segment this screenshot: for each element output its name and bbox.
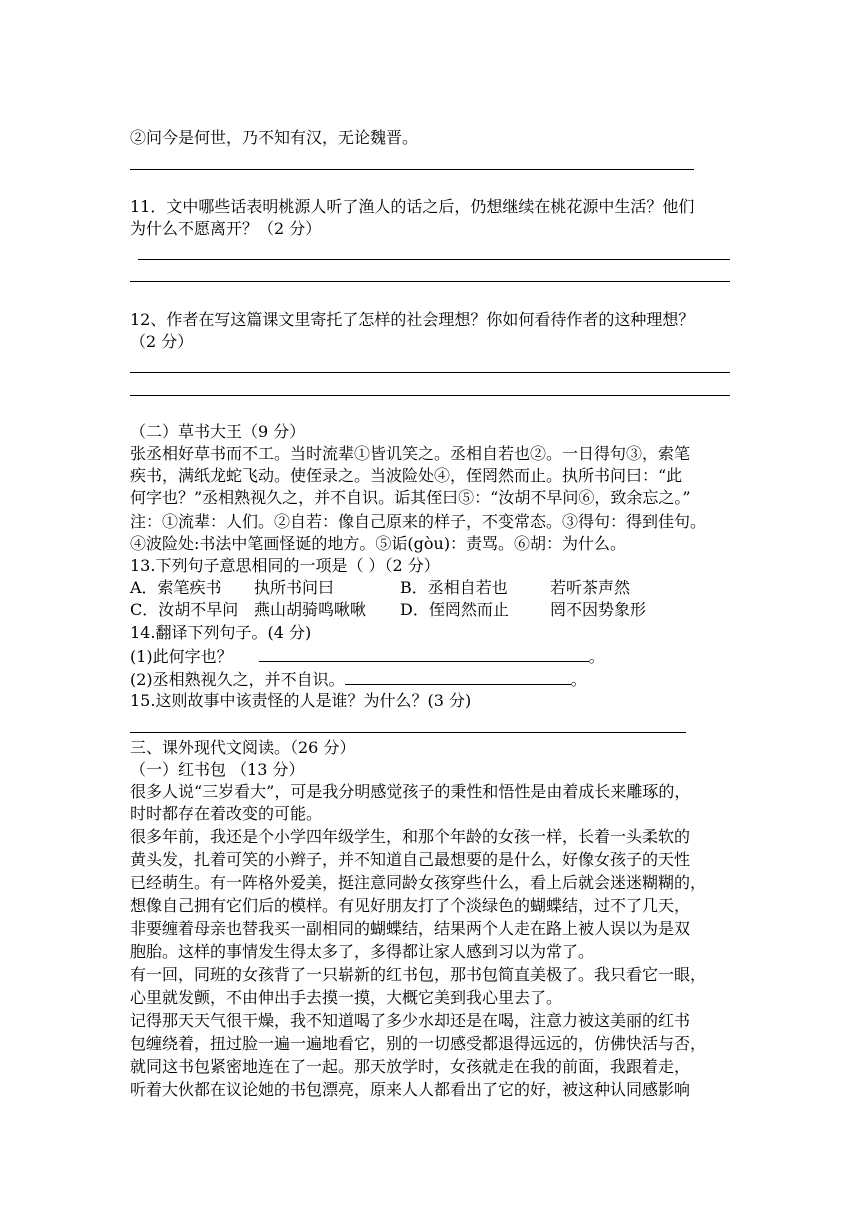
paragraph-line: 就同这书包紧密地连在了一起。那天放学时，女孩就走在我的前面，我跟着走， [130, 1057, 691, 1076]
q13-options-row-2 [130, 599, 646, 621]
q12-line-1: 12、作者在写这篇课文里寄托了怎样的社会理想？你如何看待作者的这种理想？ [130, 310, 695, 329]
q13-options-row-1 [130, 577, 630, 599]
option-c-pair: 燕山胡骑鸣啾啾 [254, 600, 367, 619]
section-3-title: 三、课外现代文阅读。（26 分） [130, 738, 356, 757]
notes-line: ④波险处:书法中笔画怪诞的地方。⑤诟(gòu)：责骂。⑥胡：为什么。 [130, 534, 627, 553]
option-d-pair: 罔不因势象形 [550, 600, 647, 619]
answer-blank[interactable] [345, 668, 571, 685]
paragraph-line: 很多人说“三岁看大”，可是我分明感觉孩子的秉性和悟性是由着成长来雕琢的， [130, 782, 691, 801]
paragraph-line: 已经萌生。有一阵格外爱美，挺注意同龄女孩穿些什么，看上后就会迷迷糊糊的， [130, 873, 707, 892]
answer-line[interactable] [130, 169, 694, 170]
paragraph-line: 黄头发，扎着可笑的小辫子，并不知道自己最想要的是什么，好像女孩子的天性 [130, 850, 691, 869]
q10-item-2: ②问今是何世，乃不知有汉，无论魏晋。 [130, 128, 419, 147]
q11-line-1: 11．文中哪些话表明桃源人听了渔人的话之后，仍想继续在桃花源中生活？他们 [130, 197, 695, 216]
paragraph-line: 时时都存在着改变的可能。 [130, 804, 323, 823]
answer-line[interactable] [130, 395, 730, 396]
paragraph-line: 听着大伙都在议论她的书包漂亮，原来人人都看出了它的好，被这种认同感影响 [130, 1080, 691, 1099]
passage-line: 何字也？”丞相熟视久之，并不自识。诟其侄曰⑤：“汝胡不早问⑥，致余忘之。” [130, 488, 691, 507]
answer-line[interactable] [130, 281, 730, 282]
q13-question: 13.下列句子意思相同的一项是（ ）（2 分） [130, 556, 440, 575]
passage-line: 疾书，满纸龙蛇飞动。使侄录之。当波险处④，侄罔然而止。执所书问曰：“此 [130, 466, 683, 485]
paragraph-line: 非要缠着母亲也替我买一副相同的蝴蝶结，结果两个人走在路上被人误以为是双 [130, 919, 691, 938]
paragraph-line: 心里就发颤，不由伸出手去摸一摸，大概它美到我心里去了。 [130, 988, 563, 1007]
paragraph-line: 胞胎。这样的事情发生得太多了，多得都让家人感到习以为常了。 [130, 942, 595, 961]
paragraph-line: 包缠绕着，扭过脸一遍一遍地看它，别的一切感受都退得远远的，仿佛快活与否， [130, 1034, 707, 1053]
notes-line: 注：①流辈：人们。②自若：像自己原来的样子，不变常态。③得句：得到佳句。 [130, 512, 707, 531]
option-d[interactable]: D．侄罔然而止 [400, 600, 509, 619]
option-a-pair: 执所书问曰 [254, 578, 335, 597]
answer-line[interactable] [130, 732, 686, 733]
period: 。 [588, 647, 605, 666]
passage-line: 张丞相好草书而不工。当时流辈①皆讥笑之。丞相自若也②。一日得句③，索笔 [130, 444, 691, 463]
q14-sentence-1: (1)此何字也？ [130, 647, 233, 666]
answer-line[interactable] [138, 259, 730, 260]
q14-sentence-2: (2)丞相熟视久之，并不自识。 [130, 670, 345, 689]
q14-question: 14.翻译下列句子。(4 分) [130, 623, 312, 642]
paragraph-line: 想像自己拥有它们后的模样。有见好朋友打了个淡绿色的蝴蝶结，过不了几天， [130, 896, 691, 915]
q14-item-2 [130, 668, 587, 691]
period: 。 [570, 670, 587, 689]
q12-line-2: （2 分） [130, 332, 194, 351]
option-b-pair: 若听茶声然 [550, 578, 631, 597]
q15-question: 15.这则故事中该责怪的人是谁？为什么？(3 分) [130, 691, 472, 710]
paragraph-line: 记得那天天气很干燥，我不知道喝了多少水却还是在喝，注意力被这美丽的红书 [130, 1011, 691, 1030]
paragraph-line: 很多年前，我还是个小学四年级学生，和那个年龄的女孩一样，长着一头柔软的 [130, 827, 691, 846]
option-a[interactable]: A．索笔疾书 [130, 578, 222, 597]
section-3-subtitle: （一）红书包 （13 分） [130, 760, 305, 779]
section-2-title: （二）草书大王（9 分） [130, 422, 306, 441]
answer-line[interactable] [130, 372, 730, 373]
paragraph-line: 有一回，同班的女孩背了一只崭新的红书包，那书包简直美极了。我只看它一眼， [130, 965, 707, 984]
q14-item-1 [130, 645, 605, 668]
option-c[interactable]: C．汝胡不早问 [130, 600, 239, 619]
option-b[interactable]: B．丞相自若也 [400, 578, 508, 597]
q11-line-2: 为什么不愿离开？（2 分） [130, 219, 322, 238]
answer-blank[interactable] [259, 645, 589, 662]
